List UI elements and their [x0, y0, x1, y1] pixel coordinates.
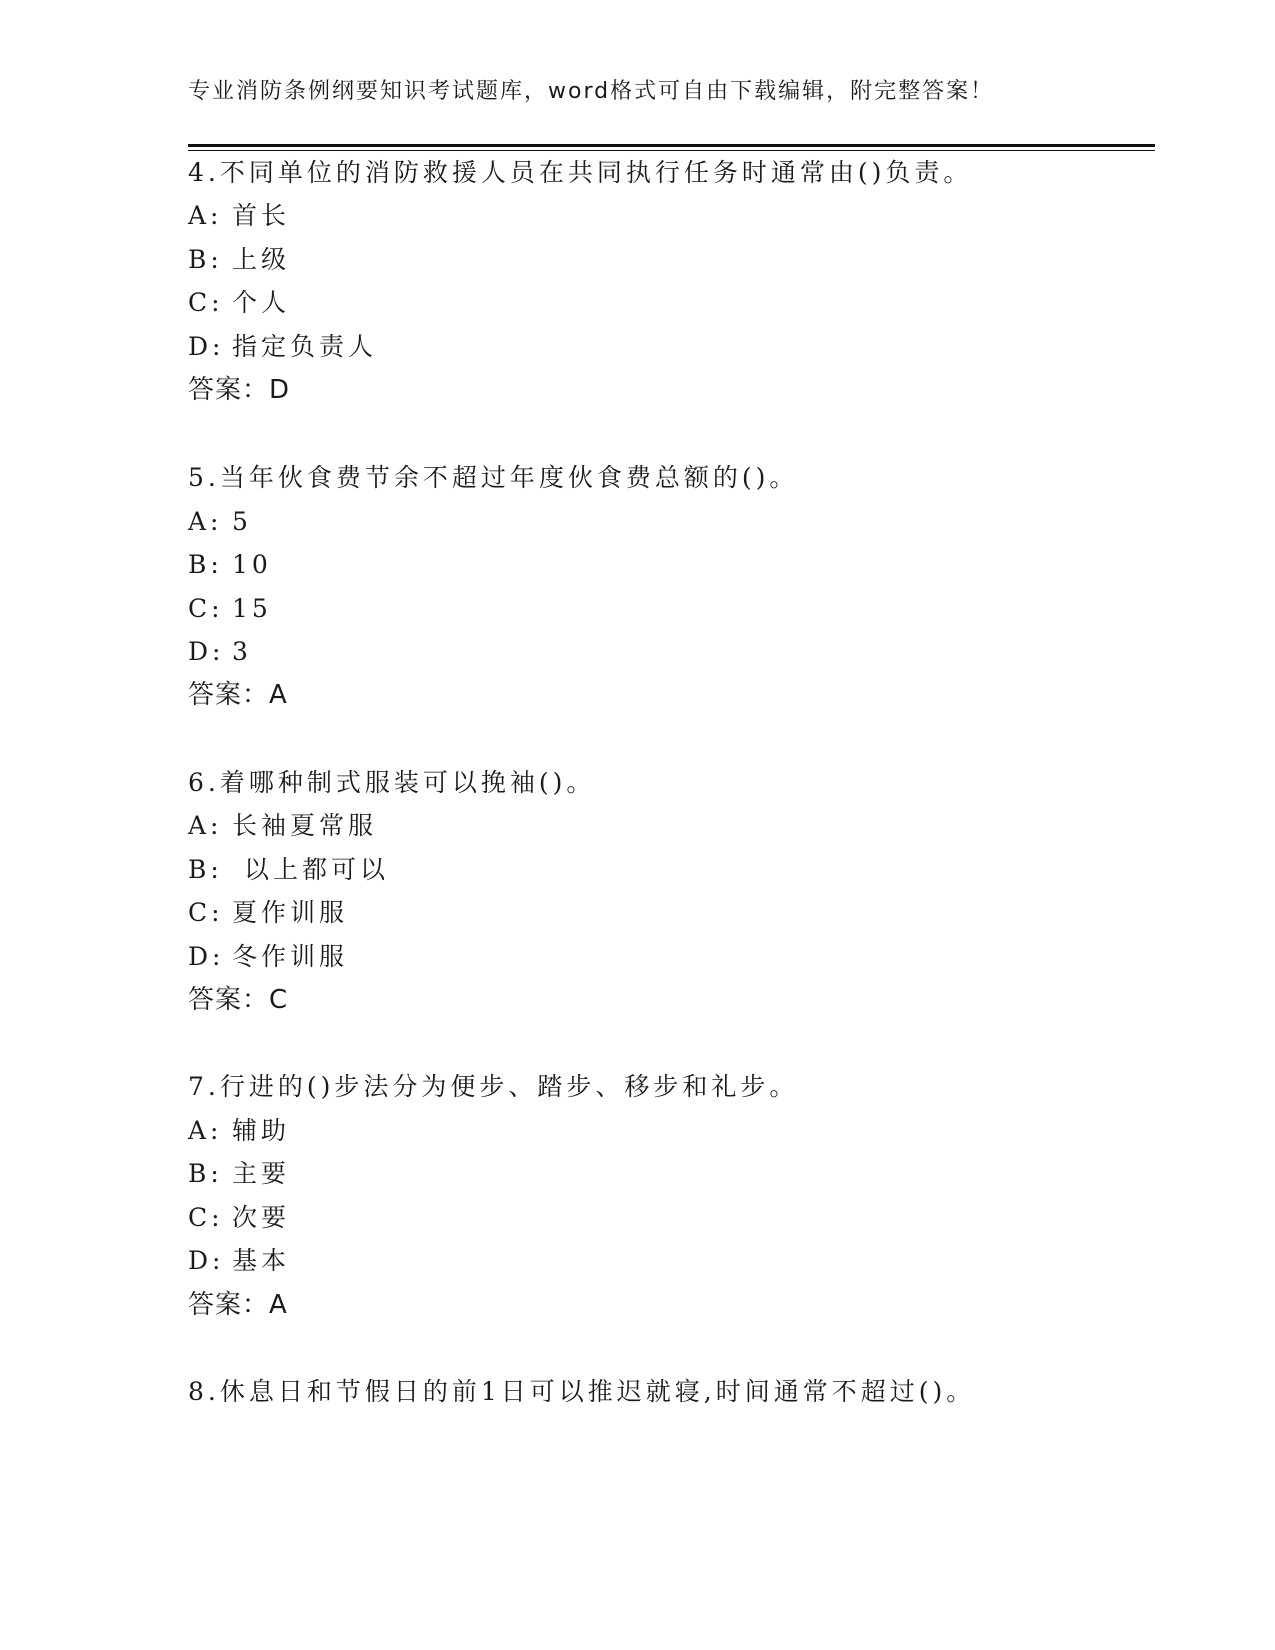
option-label: C: [188, 898, 224, 927]
option-label: D: [188, 332, 225, 361]
option-text: 指定负责人 [232, 332, 378, 361]
option-label: A: [188, 201, 223, 230]
option-label: C: [188, 1203, 224, 1232]
question-stem: 7.行进的()步法分为便步、踏步、移步和礼步。 [188, 1072, 799, 1101]
answer-line: 答案：D [188, 375, 291, 405]
option-label: C: [188, 594, 224, 623]
option-c [188, 288, 290, 318]
option-d [188, 1246, 290, 1276]
option-text: 5 [232, 507, 252, 536]
option-c [188, 1203, 290, 1233]
option-text: 15 [232, 594, 272, 623]
option-label: B: [188, 550, 223, 579]
answer-line: 答案：A [188, 680, 288, 710]
page-header: 专业消防条例纲要知识考试题库，word格式可自由下载编辑，附完整答案！ [188, 79, 995, 104]
option-text: 上级 [232, 245, 291, 274]
option-c [188, 594, 272, 624]
option-text: 以上都可以 [232, 855, 389, 884]
option-b [188, 550, 272, 580]
option-label: D: [188, 1246, 225, 1275]
option-b [188, 855, 389, 885]
question-stem: 5.当年伙食费节余不超过年度伙食费总额的()。 [188, 463, 799, 492]
option-label: B: [188, 855, 223, 884]
answer-line: 答案：C [188, 985, 289, 1015]
option-b [188, 245, 290, 275]
option-text: 个人 [232, 288, 291, 317]
option-d [188, 942, 348, 972]
option-a [188, 1116, 290, 1146]
option-a [188, 507, 252, 537]
option-a [188, 201, 290, 231]
option-d [188, 332, 377, 362]
option-label: C: [188, 288, 224, 317]
option-label: D: [188, 637, 225, 666]
option-text: 10 [232, 550, 272, 579]
header-divider-thin [188, 150, 1155, 151]
option-text: 3 [232, 637, 252, 666]
question-stem: 4.不同单位的消防救援人员在共同执行任务时通常由()负责。 [188, 158, 973, 187]
answer-line: 答案：A [188, 1290, 288, 1320]
option-text: 首长 [232, 201, 291, 230]
option-label: A: [188, 811, 223, 840]
option-text: 主要 [232, 1159, 291, 1188]
option-label: D: [188, 942, 225, 971]
option-text: 辅助 [232, 1116, 291, 1145]
option-text: 长袖夏常服 [232, 811, 378, 840]
question-stem: 6.着哪种制式服装可以挽袖()。 [188, 768, 596, 797]
option-label: B: [188, 1159, 223, 1188]
option-text: 基本 [232, 1246, 291, 1275]
option-c [188, 898, 348, 928]
option-d [188, 637, 252, 667]
option-text: 夏作训服 [232, 898, 349, 927]
question-stem: 8.休息日和节假日的前1日可以推迟就寝,时间通常不超过()。 [188, 1377, 976, 1406]
header-divider-thick [188, 144, 1155, 147]
option-label: A: [188, 1116, 223, 1145]
option-a [188, 811, 377, 841]
option-text: 冬作训服 [232, 942, 349, 971]
option-b [188, 1159, 290, 1189]
option-label: A: [188, 507, 223, 536]
option-label: B: [188, 245, 223, 274]
option-text: 次要 [232, 1203, 291, 1232]
